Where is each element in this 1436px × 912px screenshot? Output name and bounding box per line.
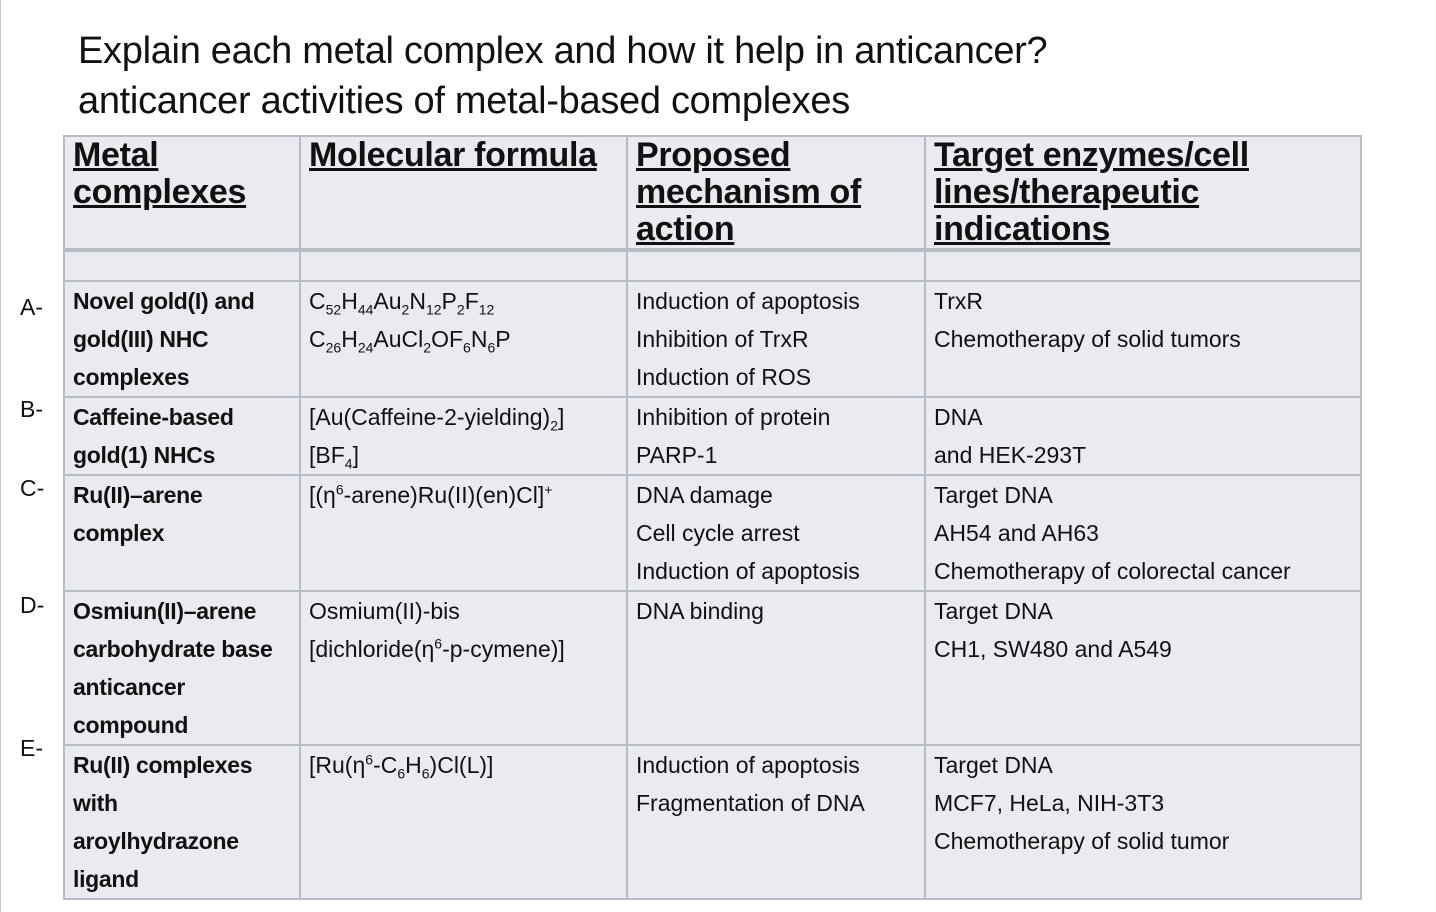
title-question: Explain each metal complex and how it help in anticancer? bbox=[78, 30, 1048, 72]
target-line: and HEK-293T bbox=[934, 442, 1087, 468]
complex-name-line: complex bbox=[73, 520, 165, 546]
formula-line: $[BF_4]$ bbox=[309, 442, 359, 472]
target-line: DNA bbox=[934, 404, 983, 430]
cell-target bbox=[925, 397, 1361, 475]
cell-mechanism bbox=[627, 281, 925, 397]
cell-formula bbox=[300, 281, 627, 397]
mechanism-line: PARP-1 bbox=[636, 442, 718, 468]
complex-name-line: complexes bbox=[73, 364, 190, 390]
header-line: lines/therapeutic bbox=[934, 173, 1200, 211]
mechanism-line: Induction of apoptosis bbox=[636, 288, 860, 314]
mechanism-line: Inhibition of protein bbox=[636, 404, 831, 430]
row-label-c: C- bbox=[20, 475, 45, 501]
header-lines bbox=[73, 137, 291, 211]
header-line: Target enzymes/cell bbox=[934, 136, 1249, 174]
cell-target bbox=[925, 281, 1361, 397]
cell-complex bbox=[64, 281, 300, 397]
target-line: TrxR bbox=[934, 288, 983, 314]
mechanism-line: Cell cycle arrest bbox=[636, 520, 800, 546]
table-row bbox=[64, 591, 1361, 745]
mechanism-line: Induction of ROS bbox=[636, 364, 812, 390]
header-molecular-formula bbox=[300, 136, 627, 250]
cell-complex bbox=[64, 475, 300, 591]
header-target bbox=[925, 136, 1361, 250]
complex-name-line: anticancer bbox=[73, 674, 186, 700]
header-line: Molecular formula bbox=[309, 136, 597, 174]
title-subtitle: anticancer activities of metal-based complexes bbox=[78, 80, 850, 122]
header-line: complexes bbox=[73, 173, 247, 211]
row-label-d: D- bbox=[20, 592, 45, 618]
header-line: Metal bbox=[73, 136, 159, 174]
formula-line: Osmium(II)-bis bbox=[309, 598, 460, 624]
complex-name-line: Osmiun(II)–arene bbox=[73, 598, 257, 624]
cell-complex bbox=[64, 397, 300, 475]
header-lines bbox=[934, 137, 1352, 248]
table-row bbox=[64, 281, 1361, 397]
table-header-row bbox=[64, 136, 1361, 250]
formula-line: $[Au(Caffeine-2-yielding)_2]$ bbox=[309, 404, 565, 434]
target-line: CH1, SW480 and A549 bbox=[934, 636, 1172, 662]
mechanism-line: Induction of apoptosis bbox=[636, 752, 860, 778]
cell-formula bbox=[300, 745, 627, 899]
page-left-edge bbox=[0, 0, 1, 912]
page-title bbox=[78, 28, 1047, 128]
row-label-a: A- bbox=[20, 294, 43, 320]
cell-mechanism bbox=[627, 745, 925, 899]
complexes-table bbox=[63, 135, 1362, 900]
mechanism-line: Fragmentation of DNA bbox=[636, 790, 865, 816]
header-metal-complexes bbox=[64, 136, 300, 250]
cell-complex bbox=[64, 745, 300, 899]
complex-name-line: gold(1) NHCs bbox=[73, 442, 216, 468]
target-line: Chemotherapy of colorectal cancer bbox=[934, 558, 1291, 584]
header-line: Proposed bbox=[636, 136, 791, 174]
complex-name-line: with bbox=[73, 790, 118, 816]
table-row bbox=[64, 475, 1361, 591]
formula-line: $[(\eta^6-arene)Ru(II)(en)Cl]^+$ bbox=[309, 481, 553, 508]
cell-target bbox=[925, 591, 1361, 745]
target-line: MCF7, HeLa, NIH-3T3 bbox=[934, 790, 1165, 816]
table-row bbox=[64, 397, 1361, 475]
cell-complex bbox=[64, 591, 300, 745]
complex-name-line: Ru(II) complexes bbox=[73, 752, 253, 778]
complex-name-line: aroylhydrazone bbox=[73, 828, 239, 854]
complex-name-line: Novel gold(I) and bbox=[73, 288, 255, 314]
target-line: Target DNA bbox=[934, 482, 1053, 508]
formula-line: $[Ru(\eta^6-C_6H_6)Cl(L)]$ bbox=[309, 751, 494, 782]
cell-mechanism bbox=[627, 591, 925, 745]
cell-mechanism bbox=[627, 475, 925, 591]
header-lines bbox=[636, 137, 916, 248]
complex-name-line: gold(III) NHC bbox=[73, 326, 209, 352]
mechanism-line: DNA binding bbox=[636, 598, 764, 624]
header-lines bbox=[309, 137, 618, 174]
target-line: Target DNA bbox=[934, 598, 1053, 624]
complex-name-line: compound bbox=[73, 712, 189, 738]
cell-target bbox=[925, 475, 1361, 591]
target-line: Chemotherapy of solid tumors bbox=[934, 326, 1241, 352]
formula-line: $C_{52}H_{44}Au_2N_{12}P_2F_{12}$ bbox=[309, 288, 495, 318]
row-label-b: B- bbox=[20, 396, 43, 422]
complex-name-line: Caffeine-based bbox=[73, 404, 234, 430]
row-label-e: E- bbox=[20, 735, 43, 761]
mechanism-line: Induction of apoptosis bbox=[636, 558, 860, 584]
target-line: Chemotherapy of solid tumor bbox=[934, 828, 1230, 854]
formula-line: $[dichloride(\eta^6-p-cymene)]$ bbox=[309, 635, 565, 662]
header-line: indications bbox=[934, 210, 1111, 248]
cell-formula bbox=[300, 475, 627, 591]
cell-formula bbox=[300, 591, 627, 745]
complex-name-line: ligand bbox=[73, 866, 139, 892]
cell-target bbox=[925, 745, 1361, 899]
cell-mechanism bbox=[627, 397, 925, 475]
cell-formula bbox=[300, 397, 627, 475]
table-empty-row bbox=[64, 250, 1361, 281]
mechanism-line: Inhibition of TrxR bbox=[636, 326, 809, 352]
target-line: Target DNA bbox=[934, 752, 1053, 778]
target-line: AH54 and AH63 bbox=[934, 520, 1099, 546]
complex-name-line: carbohydrate base bbox=[73, 636, 273, 662]
complex-name-line: Ru(II)–arene bbox=[73, 482, 203, 508]
table-row bbox=[64, 745, 1361, 899]
mechanism-line: DNA damage bbox=[636, 482, 773, 508]
header-line: action bbox=[636, 210, 735, 248]
header-line: mechanism of bbox=[636, 173, 862, 211]
header-mechanism bbox=[627, 136, 925, 250]
formula-line: $C_{26}H_{24}AuCl_2OF_6N_6P$ bbox=[309, 326, 511, 356]
